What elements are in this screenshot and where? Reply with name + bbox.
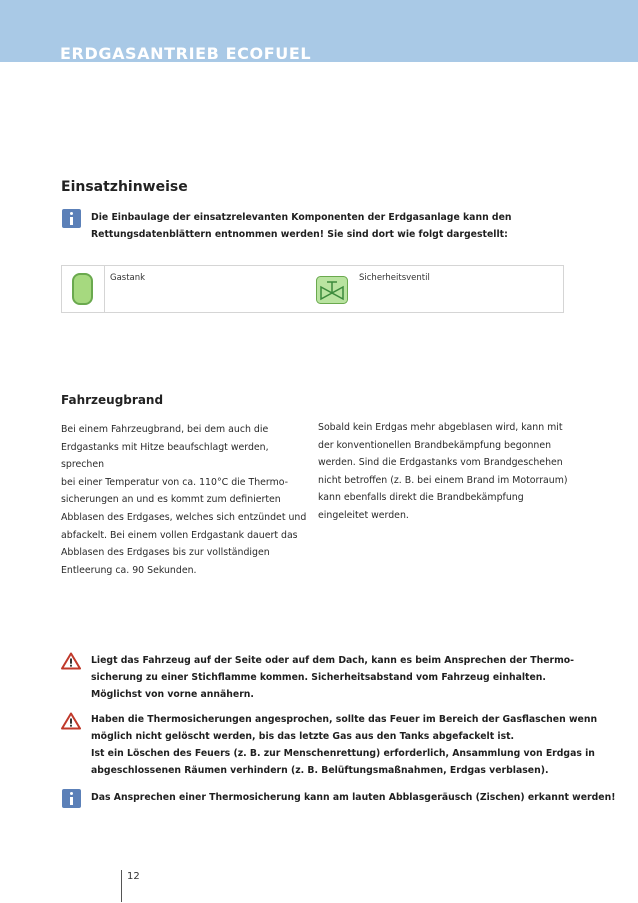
hint-line: abgeschlossenen Räumen verhindern (z. B. Belüftungsmaßnahmen, Erdgas verblasen). xyxy=(91,765,549,776)
hint-line: Liegt das Fahrzeug auf der Seite oder auf dem Dach, kann es beim Ansprechen der Thermo- xyxy=(91,655,575,666)
text-line: Erdgastanks mit Hitze beaufschlagt werden, sprechen xyxy=(61,441,269,471)
einsatz-note xyxy=(91,209,512,243)
info-icon xyxy=(62,209,81,228)
text-line: werden. Sind die Erdgastanks vom Brandgeschehen xyxy=(318,457,563,469)
hint-line: möglich nicht gelöscht werden, bis das letzte Gas aus den Tanks abgefackelt ist. xyxy=(91,731,515,742)
page-number-rule xyxy=(121,870,122,902)
fahrzeugbrand-left-column xyxy=(61,421,311,579)
page-number: 12 xyxy=(127,871,140,882)
fahrzeugbrand-right-column xyxy=(318,419,578,525)
text-line: der konventionellen Brandbekämpfung begonnen xyxy=(318,439,552,451)
warning-icon xyxy=(61,712,81,730)
warning-icon xyxy=(61,652,81,670)
legend-label-sicherheitsventil: Sicherheitsventil xyxy=(359,273,430,283)
safety-valve-icon xyxy=(316,276,348,304)
hint-line: Das Ansprechen einer Thermosicherung kann am lauten Abblasgeräusch (Zischen) erkannt werden! xyxy=(91,792,616,803)
hint-line: sicherung zu einer Stichflamme kommen. Sicherheitsabstand vom Fahrzeug einhalten. xyxy=(91,672,546,683)
text-line: Abblasen des Erdgases, welches sich entzündet und xyxy=(61,511,307,523)
note-line: Die Einbaulage der einsatzrelevanten Komponenten der Erdgasanlage kann den xyxy=(91,212,512,223)
section-heading-fahrzeugbrand: Fahrzeugbrand xyxy=(61,393,164,407)
text-line: Bei einem Fahrzeugbrand, bei dem auch die xyxy=(61,424,269,435)
note-line: Rettungsdatenblättern entnommen werden! Sie sind dort wie folgt dargestellt: xyxy=(91,229,508,240)
legend-label-gastank: Gastank xyxy=(110,273,146,283)
text-line: Entleerung ca. 90 Sekunden. xyxy=(61,564,197,576)
hint-warning-2 xyxy=(91,711,597,779)
gas-tank-icon xyxy=(72,273,93,305)
legend-divider xyxy=(104,266,105,312)
page-header-title: ERDGASANTRIEB ECOFUEL xyxy=(60,44,312,63)
hint-line: Ist ein Löschen des Feuers (z. B. zur Menschenrettung) erforderlich, Ansammlung von Erdgas in xyxy=(91,748,595,759)
legend-box xyxy=(61,265,564,313)
hint-info xyxy=(91,789,615,806)
hint-warning-1 xyxy=(91,652,574,703)
text-line: Abblasen des Erdgases bis zur vollständigen xyxy=(61,547,270,559)
text-line: bei einer Temperatur von ca. 110°C die Thermo- xyxy=(61,476,289,488)
text-line: eingeleitet werden. xyxy=(318,509,409,521)
hint-line: Möglichst von vorne annähern. xyxy=(91,689,254,700)
text-line: kann ebenfalls direkt die Brandbekämpfung xyxy=(318,492,524,504)
section-heading-einsatzhinweise: Einsatzhinweise xyxy=(61,179,188,195)
info-icon xyxy=(62,789,81,808)
text-line: abfackelt. Bei einem vollen Erdgastank dauert das xyxy=(61,529,298,541)
hint-line: Haben die Thermosicherungen angesprochen, sollte das Feuer im Bereich der Gasflaschen wenn xyxy=(91,714,598,725)
text-line: nicht betroffen (z. B. bei einem Brand im Motorraum) xyxy=(318,474,568,486)
text-line: sicherungen an und es kommt zum definierten xyxy=(61,494,281,506)
text-line: Sobald kein Erdgas mehr abgeblasen wird, kann mit xyxy=(318,422,563,433)
